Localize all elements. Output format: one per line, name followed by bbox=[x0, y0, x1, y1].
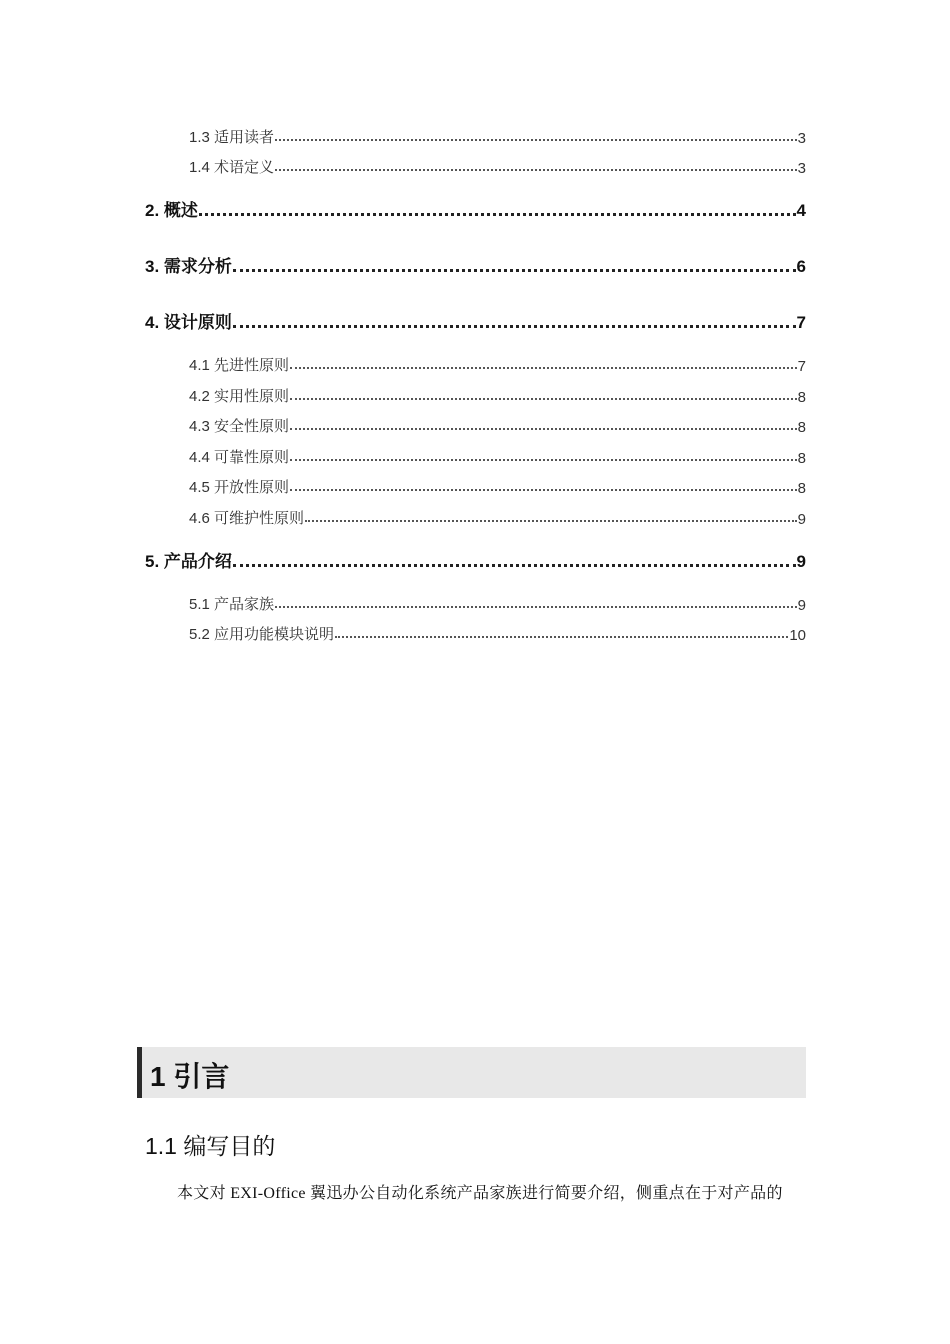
toc-entry-label: 1.4 术语定义 bbox=[189, 159, 275, 176]
toc-entry-label: 4.4 可靠性原则 bbox=[189, 449, 290, 466]
toc-entry-2[interactable] bbox=[145, 199, 806, 221]
chapter-heading-bar bbox=[137, 1047, 806, 1098]
toc-dot-leader bbox=[290, 459, 797, 461]
toc-page-number: 7 bbox=[797, 358, 806, 375]
toc-page-number: 4 bbox=[796, 201, 806, 220]
toc-entry-label: 5.2 应用功能模块说明 bbox=[189, 626, 335, 643]
toc-page-number: 3 bbox=[797, 160, 806, 177]
toc-dot-leader bbox=[199, 213, 796, 216]
toc-dot-leader bbox=[305, 520, 797, 522]
toc-page-number: 9 bbox=[796, 552, 806, 571]
toc-entry-1-3[interactable] bbox=[189, 127, 806, 147]
toc-entry-label: 5. 产品介绍 bbox=[145, 552, 232, 571]
toc-dot-leader bbox=[233, 269, 796, 272]
toc-dot-leader bbox=[290, 428, 797, 430]
toc-entry-label: 1.3 适用读者 bbox=[189, 129, 275, 146]
toc-page-number: 8 bbox=[797, 480, 806, 497]
toc-dot-leader bbox=[275, 139, 797, 141]
toc-entry-label: 4.2 实用性原则 bbox=[189, 388, 290, 405]
toc-dot-leader bbox=[233, 564, 796, 567]
toc-page-number: 6 bbox=[796, 257, 806, 276]
toc-dot-leader bbox=[275, 169, 797, 171]
toc-entry-4-1[interactable] bbox=[189, 355, 806, 375]
toc-entry-label: 3. 需求分析 bbox=[145, 257, 232, 276]
toc-page-number: 8 bbox=[797, 419, 806, 436]
toc-page-number: 7 bbox=[796, 313, 806, 332]
section-title: 1.1 编写目的 bbox=[145, 1133, 276, 1159]
toc-page-number: 9 bbox=[797, 511, 806, 528]
toc-dot-leader bbox=[233, 325, 796, 328]
toc-dot-leader bbox=[275, 606, 797, 608]
toc-entry-label: 5.1 产品家族 bbox=[189, 596, 275, 613]
toc-entry-label: 4.6 可维护性原则 bbox=[189, 510, 305, 527]
toc-entry-label: 2. 概述 bbox=[145, 201, 198, 220]
toc-entry-label: 4.5 开放性原则 bbox=[189, 479, 290, 496]
chapter-title: 1 引言 bbox=[150, 1061, 230, 1092]
toc-page-number: 8 bbox=[797, 389, 806, 406]
toc-page-number: 10 bbox=[789, 627, 806, 644]
toc-dot-leader bbox=[290, 398, 797, 400]
toc-entry-5[interactable] bbox=[145, 550, 806, 572]
toc-entry-label: 4.1 先进性原则 bbox=[189, 357, 290, 374]
body-paragraph: 本文对 EXI-Office 翼迅办公自动化系统产品家族进行简要介绍，侧重点在于对产品的 bbox=[177, 1185, 783, 1202]
toc-entry-4-2[interactable] bbox=[189, 386, 806, 406]
toc-entry-label: 4. 设计原则 bbox=[145, 313, 232, 332]
toc-dot-leader bbox=[335, 636, 788, 638]
toc-entry-4-5[interactable] bbox=[189, 477, 806, 497]
toc-entry-3[interactable] bbox=[145, 255, 806, 277]
toc-entry-4-4[interactable] bbox=[189, 447, 806, 467]
toc-entry-5-1[interactable] bbox=[189, 594, 806, 614]
toc-entry-4-3[interactable] bbox=[189, 416, 806, 436]
toc-entry-4[interactable] bbox=[145, 311, 806, 333]
toc-page-number: 8 bbox=[797, 450, 806, 467]
toc-entry-4-6[interactable] bbox=[189, 508, 806, 528]
toc-page-number: 3 bbox=[797, 130, 806, 147]
toc-dot-leader bbox=[290, 489, 797, 491]
toc-entry-5-2[interactable] bbox=[189, 624, 806, 644]
toc-dot-leader bbox=[290, 367, 797, 369]
toc-page-number: 9 bbox=[797, 597, 806, 614]
toc-entry-1-4[interactable] bbox=[189, 157, 806, 177]
toc-entry-label: 4.3 安全性原则 bbox=[189, 418, 290, 435]
